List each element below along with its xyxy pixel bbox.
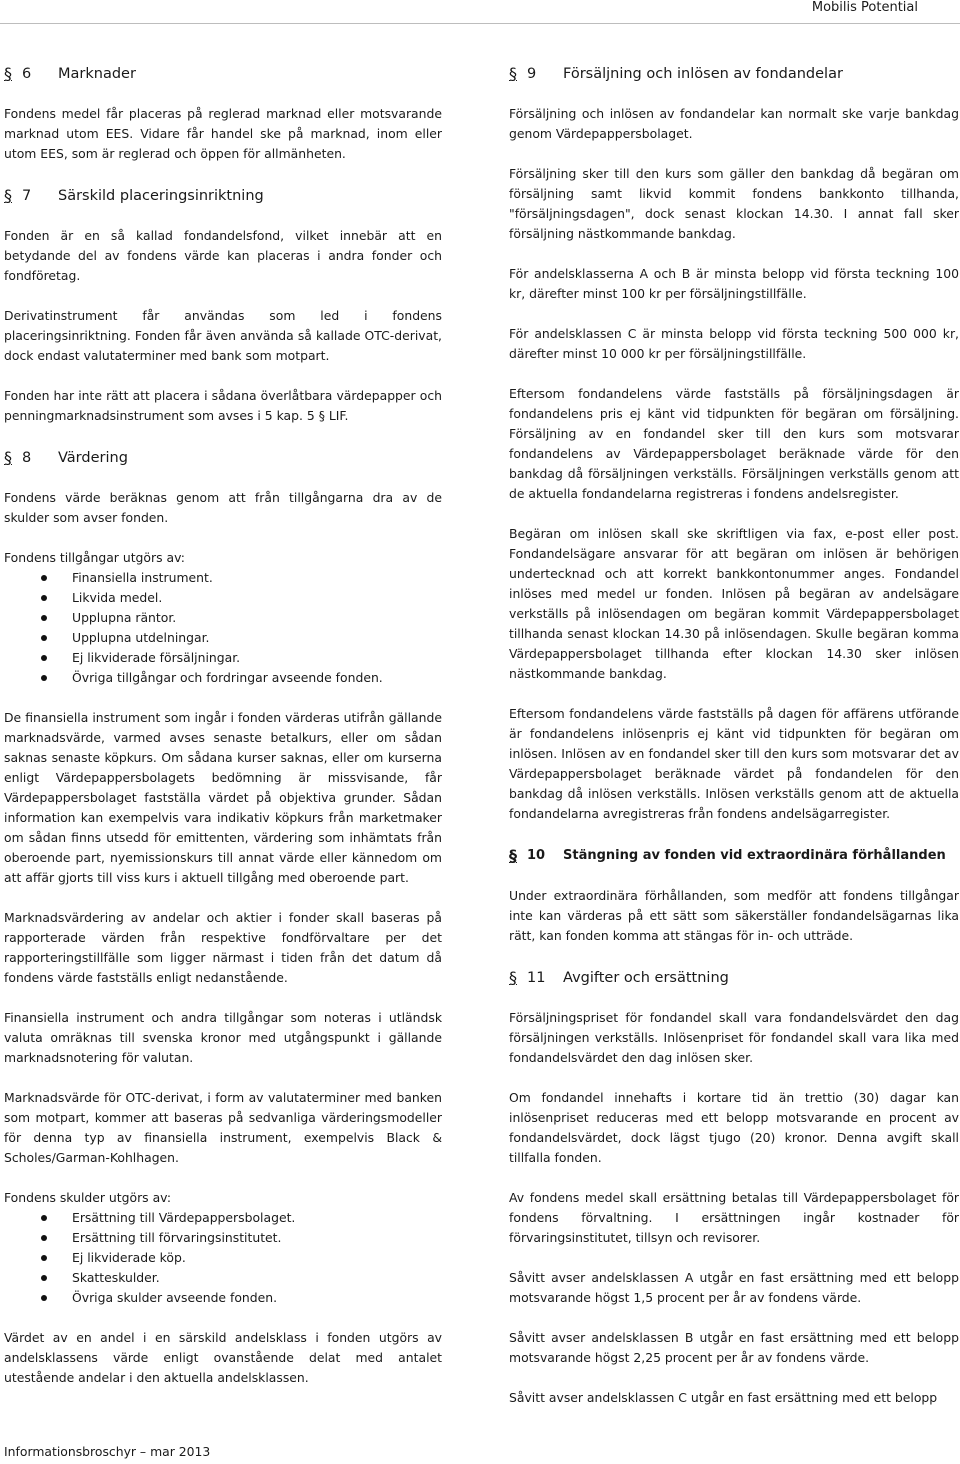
paragraph: Begäran om inlösen skall ske skriftligen via fax, e-post eller post. Fondandelsägare ansvarar för att begäran om inlösen är behörigen undertecknad och att korrekt bankkontonummer anges. Fondandel inlöses med medel ur fonden. Inlösen på begäran av andelsägare verkställs på inlösendagen om begäran kommit Värdepappersbolaget tillhanda senast klockan 14.30 på inlösendagen. Skulle begäran komma Värdepappersbolaget tillhanda efter klockan 14.30 sker inlösen nästkommande bankdag. bbox=[509, 526, 959, 681]
header-divider bbox=[0, 23, 960, 24]
section-number: 7 bbox=[22, 188, 32, 204]
paragraph: Försäljning och inlösen av fondandelar kan normalt ske varje bankdag genom Värdepappersbolaget. bbox=[509, 106, 959, 141]
paragraph: Såvitt avser andelsklassen A utgår en fast ersättning med ett belopp motsvarande högst 1,5 procent per år av fondens värde. bbox=[509, 1270, 959, 1305]
section-number: 6 bbox=[22, 66, 32, 82]
section-10-heading bbox=[509, 844, 959, 868]
section-number: 9 bbox=[527, 66, 537, 82]
debts-list bbox=[4, 1208, 442, 1308]
left-column bbox=[4, 62, 442, 1408]
section-9-heading bbox=[509, 62, 959, 86]
section-6-heading bbox=[4, 62, 442, 86]
paragraph: Försäljning sker till den kurs som gäller den bankdag då begäran om försäljning samt likvid kommit fondens bankkonto tillhanda, "försäljningsdagen", dock senast klockan 14.30. I annat fall sker försäljning nästkommande bankdag. bbox=[509, 166, 959, 241]
section-title: Försäljning och inlösen av fondandelar bbox=[563, 66, 843, 82]
list-item: Likvida medel. bbox=[4, 588, 442, 608]
paragraph: För andelsklasserna A och B är minsta belopp vid första teckning 100 kr, därefter minst 100 kr per försäljningstillfälle. bbox=[509, 266, 959, 301]
section-11-heading bbox=[509, 966, 959, 990]
paragraph: Av fondens medel skall ersättning betalas till Värdepappersbolaget för fondens förvaltning. I ersättningen ingår kostnader för förvaringsinstitutet, tillsyn och revisorer. bbox=[509, 1190, 959, 1245]
paragraph: Derivatinstrument får användas som led i fondens placeringsinriktning. Fonden får även använda så kallade OTC-derivat, dock endast valutaterminer med bank som motpart. bbox=[4, 308, 442, 363]
list-item: Ej likviderade försäljningar. bbox=[4, 648, 442, 668]
section-title: Värdering bbox=[58, 450, 128, 466]
right-column bbox=[509, 62, 959, 1428]
paragraph: Eftersom fondandelens värde fastställs på dagen för affärens utförande är fondandelens inlösenpris ej känt vid tidpunkten för begäran om inlösen. Inlösen av en fondandel sker till den kurs som motsvarar det av Värdepappersbolaget beräknade värdet på fondandelen för den bankdag då inlösen verkställs. Inlösen verkställs genom att de aktuella fondandelarna avregistreras från fondens andelsägarregister. bbox=[509, 706, 959, 821]
section-number: 10 bbox=[527, 848, 546, 863]
paragraph: Försäljningspriset för fondandel skall vara fondandelsvärdet den dag försäljningen verkställs. Inlösenpriset för fondandel skall vara lika med fondandelsvärdet den dag inlösen sker. bbox=[509, 1010, 959, 1065]
section-title: Särskild placeringsinriktning bbox=[58, 188, 264, 204]
header-brand: Mobilis Potential bbox=[811, 0, 918, 15]
section-title: Marknader bbox=[58, 66, 136, 82]
assets-list bbox=[4, 568, 442, 688]
paragraph: Såvitt avser andelsklassen C utgår en fast ersättning med ett belopp bbox=[509, 1390, 938, 1405]
section-7-heading bbox=[4, 184, 442, 208]
list-item: Ersättning till förvaringsinstitutet. bbox=[4, 1228, 442, 1248]
assets-label: Fondens tillgångar utgörs av: bbox=[4, 550, 185, 565]
section-sign-icon: § bbox=[509, 64, 517, 83]
paragraph: Såvitt avser andelsklassen B utgår en fast ersättning med ett belopp motsvarande högst 2,25 procent per år av fondens värde. bbox=[509, 1330, 959, 1365]
paragraph: Om fondandel innehafts i kortare tid än trettio (30) dagar kan inlösenpriset reduceras med ett belopp motsvarande en procent av fondandelsvärdet, dock lägst tjugo (20) kronor. Denna avgift skall tillfalla fonden. bbox=[509, 1090, 959, 1165]
section-title: Avgifter och ersättning bbox=[563, 970, 729, 986]
section-title: Stängning av fonden vid extraordinära förhållanden bbox=[563, 848, 946, 863]
paragraph: Värdet av en andel i en särskild andelsklass i fonden utgörs av andelsklassens värde enligt ovanstående delat med antalet utestående andelar i den aktuella andelsklassen. bbox=[4, 1330, 442, 1385]
paragraph: Marknadsvärdering av andelar och aktier i fonder skall baseras på rapporterade värden från respektive fondförvaltare per det rapporteringstillfälle som ligger närmast i tiden från det datum då fondens värde fastställs enligt nedanstående. bbox=[4, 910, 442, 985]
footer-text: Informationsbroschyr – mar 2013 bbox=[4, 1444, 211, 1459]
paragraph: Fondens värde beräknas genom att från tillgångarna dra av de skulder som avser fonden. bbox=[4, 490, 442, 525]
list-item: Övriga tillgångar och fordringar avseende fonden. bbox=[4, 668, 442, 688]
list-item: Upplupna räntor. bbox=[4, 608, 442, 628]
section-8-heading bbox=[4, 446, 442, 470]
section-number: 11 bbox=[527, 970, 546, 986]
list-item: Skatteskulder. bbox=[4, 1268, 442, 1288]
paragraph: Eftersom fondandelens värde fastställs på försäljningsdagen är fondandelens pris ej känt vid tidpunkten för begäran om försäljning. Försäljning av en fondandel sker till den kurs som motsvarar fondandelens av Värdepappersbolaget beräknade värde för den bankdag då försäljningen verkställs. Försäljningen verkställs genom att de aktuella fondandelarna registreras i fondens andelsregister. bbox=[509, 386, 959, 501]
list-item: Övriga skulder avseende fonden. bbox=[4, 1288, 442, 1308]
paragraph: Fonden har inte rätt att placera i sådana överlåtbara värdepapper och penningmarknadsinstrument som avses i 5 kap. 5 § LIF. bbox=[4, 388, 442, 423]
section-number: 8 bbox=[22, 450, 32, 466]
section-sign-icon: § bbox=[509, 968, 517, 987]
section-sign-icon: § bbox=[4, 448, 12, 467]
section-sign-icon: § bbox=[4, 64, 12, 83]
list-item: Finansiella instrument. bbox=[4, 568, 442, 588]
paragraph: De finansiella instrument som ingår i fonden värderas utifrån gällande marknadsvärde, varmed avses senaste betalkurs, eller om sådan saknas senaste köpkurs. Om sådana kurser saknas, eller om kurserna enligt Värdepappersbolagets bedömning är missvisande, får Värdepappersbolaget fastställa värdet på objektiva grunder. Sådan information kan exempelvis vara indikativ köpkurs från marketmaker om sådan finns utsedd för emittenten, värdering som inhämtats från oberoende part, nyemissionskurs till annat värde eller kännedom om att affär gjorts till viss kurs i aktuell tillgång med oberoende part. bbox=[4, 710, 442, 885]
paragraph: Fondens medel får placeras på reglerad marknad eller motsvarande marknad utom EES. Vidare får handel ske på marknad, inom eller utom EES, som är reglerad och öppen för allmänheten. bbox=[4, 106, 442, 161]
paragraph: Fonden är en så kallad fondandelsfond, vilket innebär att en betydande del av fondens värde kan placeras i andra fonder och fondföretag. bbox=[4, 228, 442, 283]
list-item: Ej likviderade köp. bbox=[4, 1248, 442, 1268]
section-sign-icon: § bbox=[4, 186, 12, 205]
paragraph: Finansiella instrument och andra tillgångar som noteras i utländsk valuta omräknas till svenska kronor med utgångspunkt i gällande marknadsnotering för valutan. bbox=[4, 1010, 442, 1065]
list-item: Upplupna utdelningar. bbox=[4, 628, 442, 648]
list-item: Ersättning till Värdepappersbolaget. bbox=[4, 1208, 442, 1228]
paragraph: Under extraordinära förhållanden, som medför att fondens tillgångar inte kan värderas på ett sätt som säkerställer fondandelsägarnas lika rätt, kan fonden komma att stängas för in- och utträde. bbox=[509, 888, 959, 943]
debts-label: Fondens skulder utgörs av: bbox=[4, 1190, 171, 1205]
paragraph: Marknadsvärde för OTC-derivat, i form av valutaterminer med banken som motpart, kommer att baseras på sedvanliga värderingsmodeller för denna typ av finansiella instrument, exempelvis Black & Scholes/Garman-Kohlhagen. bbox=[4, 1090, 442, 1165]
section-sign-icon: § bbox=[509, 846, 517, 865]
paragraph: För andelsklassen C är minsta belopp vid första teckning 500 000 kr, därefter minst 10 000 kr per försäljningstillfälle. bbox=[509, 326, 959, 361]
